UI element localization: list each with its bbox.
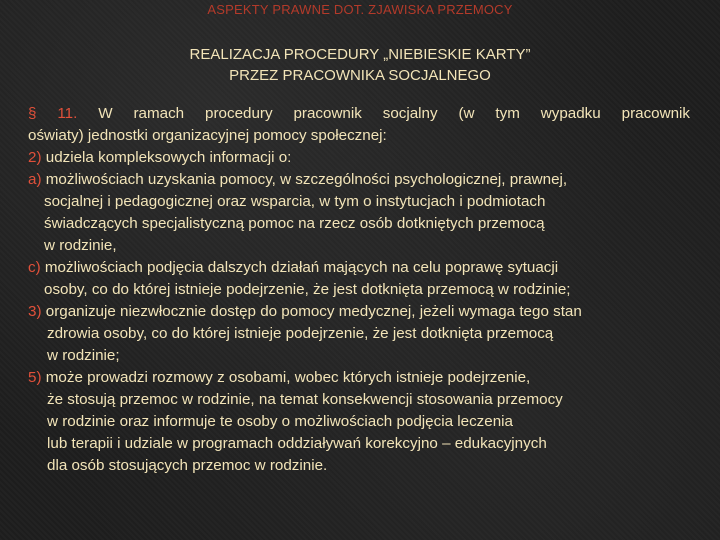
item-line: może prowadzi rozmowy z osobami, wobec których istnieje podejrzenie, — [45, 369, 531, 386]
item-marker: a) — [28, 171, 42, 188]
list-item — [28, 367, 690, 389]
subtitle-line-1: REALIZACJA PROCEDURY „NIEBIESKIE KARTY” — [189, 46, 531, 63]
list-item — [28, 257, 690, 279]
item-line: że stosują przemoc w rodzinie, na temat konsekwencji stosowania przemocy — [47, 391, 563, 408]
item-line: udziela kompleksowych informacji o: — [45, 149, 292, 166]
item-marker: 5) — [28, 369, 42, 386]
item-marker: 3) — [28, 303, 42, 320]
slide-body — [28, 103, 690, 477]
list-item — [28, 301, 690, 323]
item-line: możliwościach podjęcia dalszych działań mających na celu poprawę sytuacji — [44, 259, 559, 276]
subtitle-line-2: PRZEZ PRACOWNIKA SOCJALNEGO — [229, 67, 491, 84]
item-line: socjalnej i pedagogicznej oraz wsparcia, w tym o instytucjach i podmiotach — [44, 193, 546, 210]
slide-subtitle — [22, 44, 698, 86]
item-line: organizuje niezwłocznie dostęp do pomocy medycznej, jeżeli wymaga tego stan — [45, 303, 582, 320]
item-marker: c) — [28, 259, 41, 276]
slide-header-title: ASPEKTY PRAWNE DOT. ZJAWISKA PRZEMOCY — [207, 2, 513, 17]
intro-line-1 — [28, 103, 690, 125]
item-line: dla osób stosujących przemoc w rodzinie. — [47, 457, 328, 474]
section-marker: § 11. — [28, 105, 78, 122]
slide — [22, 0, 698, 540]
item-line: zdrowia osoby, co do której istnieje podejrzenie, że jest dotknięta przemocą — [47, 325, 554, 342]
item-line: w rodzinie, — [44, 237, 117, 254]
intro-text-1: W ramach procedury pracownik socjalny (w tym wypadku pracownik — [98, 105, 690, 122]
item-line: świadczących specjalistyczną pomoc na rzecz osób dotkniętych przemocą — [44, 215, 545, 232]
item-line: w rodzinie; — [47, 347, 120, 364]
item-marker: 2) — [28, 149, 42, 166]
item-line: możliwościach uzyskania pomocy, w szczególności psychologicznej, prawnej, — [45, 171, 568, 188]
intro-line-2: oświaty) jednostki organizacyjnej pomocy społecznej: — [28, 127, 387, 144]
list-item — [28, 147, 690, 169]
item-line: w rodzinie oraz informuje te osoby o możliwościach podjęcia leczenia — [47, 413, 513, 430]
list-item — [28, 169, 690, 191]
item-line: lub terapii i udziale w programach oddziaływań korekcyjno – edukacyjnych — [47, 435, 547, 452]
item-line: osoby, co do której istnieje podejrzenie, że jest dotknięta przemocą w rodzinie; — [44, 281, 571, 298]
